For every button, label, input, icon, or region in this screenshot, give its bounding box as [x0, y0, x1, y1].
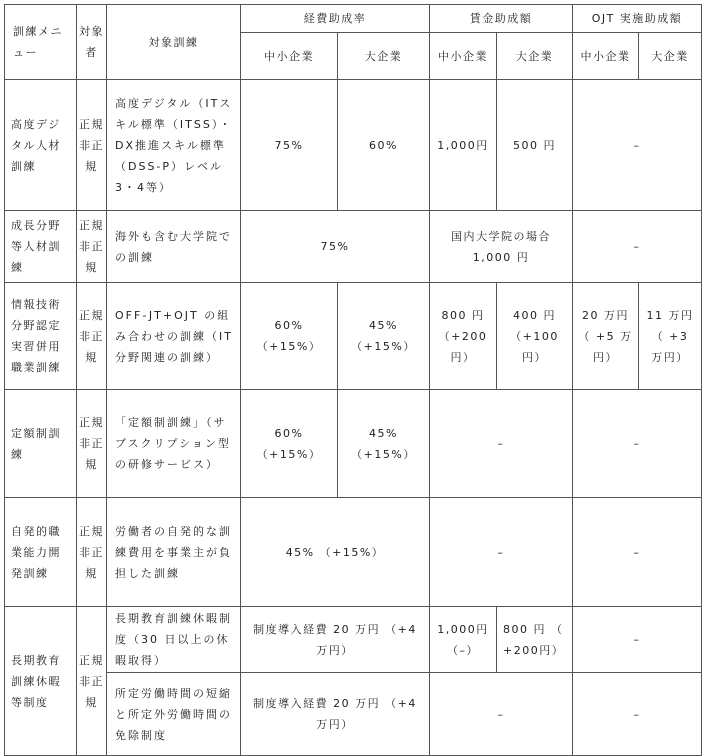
training-cell: 労働者の自発的な訓練費用を事業主が負担した訓練: [107, 498, 241, 607]
expense-large-cell: 45% （+15%）: [338, 390, 430, 498]
wage-sme-cell: 800 円 （+200円）: [430, 283, 497, 390]
wage-large-cell: 800 円 （ +200円）: [497, 607, 573, 673]
wage-cell: –: [430, 673, 573, 756]
table-row: [5, 498, 702, 607]
training-cell: 所定労働時間の短縮と所定外労働時間の免除制度: [107, 673, 241, 756]
header-wage-large: 大企業: [497, 33, 573, 80]
wage-sme-cell: 1,000円 （–）: [430, 607, 497, 673]
ojt-cell: –: [573, 498, 702, 607]
table-row: [5, 283, 702, 390]
training-cell: 「定額制訓練」（サブスクリプション型の研修サービス）: [107, 390, 241, 498]
training-cell: 高度デジタル（ITスキル標準（ITSS）・DX推進スキル標準（DSS-P）レベル3・4等）: [107, 80, 241, 211]
menu-cell: 長期教育訓練休暇等制度: [5, 607, 77, 756]
training-cell: 長期教育訓練休暇制度（30 日以上の休暇取得）: [107, 607, 241, 673]
table-row: [5, 607, 702, 673]
wage-cell: 国内大学院の場合 1,000 円: [430, 211, 573, 283]
expense-cell: 制度導入経費 20 万円 （+4 万円）: [241, 673, 430, 756]
target-cell: 正規非正規: [77, 211, 107, 283]
header-training: 対象訓練: [107, 5, 241, 80]
menu-cell: 成長分野等人材訓練: [5, 211, 77, 283]
ojt-cell: –: [573, 80, 702, 211]
header-expense: 経費助成率: [241, 5, 430, 33]
wage-sme-cell: 1,000円: [430, 80, 497, 211]
expense-cell: 45% （+15%）: [241, 498, 430, 607]
training-cell: 海外も含む大学院での訓練: [107, 211, 241, 283]
wage-cell: –: [430, 498, 573, 607]
expense-sme-cell: 60% （+15%）: [241, 390, 338, 498]
wage-large-cell: 400 円 （+100円）: [497, 283, 573, 390]
ojt-cell: –: [573, 390, 702, 498]
menu-cell: 高度デジタル人材訓練: [5, 80, 77, 211]
expense-cell: 75%: [241, 211, 430, 283]
header-wage: 賃金助成額: [430, 5, 573, 33]
target-cell: 正規非正規: [77, 498, 107, 607]
training-cell: OFF-JT+OJT の組み合わせの訓練（IT分野関連の訓練）: [107, 283, 241, 390]
menu-cell: 情報技術分野認定実習併用職業訓練: [5, 283, 77, 390]
table-row: [5, 390, 702, 498]
wage-large-cell: 500 円: [497, 80, 573, 211]
table-row: [5, 80, 702, 211]
target-cell: 正規非正規: [77, 390, 107, 498]
table-row: [5, 673, 702, 756]
menu-cell: 自発的職業能力開発訓練: [5, 498, 77, 607]
subsidy-table: [4, 4, 702, 756]
header-ojt: OJT 実施助成額: [573, 5, 702, 33]
header-wage-sme: 中小企業: [430, 33, 497, 80]
header-ojt-large: 大企業: [639, 33, 702, 80]
menu-cell: 定額制訓練: [5, 390, 77, 498]
header-menu: 訓練メニュー: [5, 5, 77, 80]
header-expense-sme: 中小企業: [241, 33, 338, 80]
target-cell: 正規非正規: [77, 607, 107, 756]
ojt-cell: –: [573, 211, 702, 283]
table-row: [5, 211, 702, 283]
header-target: 対象者: [77, 5, 107, 80]
ojt-large-cell: 11 万円 （ +3 万円）: [639, 283, 702, 390]
target-cell: 正規非正規: [77, 80, 107, 211]
ojt-cell: –: [573, 673, 702, 756]
expense-large-cell: 60%: [338, 80, 430, 211]
expense-large-cell: 45% （+15%）: [338, 283, 430, 390]
header-ojt-sme: 中小企業: [573, 33, 639, 80]
expense-cell: 制度導入経費 20 万円 （+4 万円）: [241, 607, 430, 673]
ojt-sme-cell: 20 万円 （ +5 万円）: [573, 283, 639, 390]
header-expense-large: 大企業: [338, 33, 430, 80]
wage-cell: –: [430, 390, 573, 498]
expense-sme-cell: 60% （+15%）: [241, 283, 338, 390]
expense-sme-cell: 75%: [241, 80, 338, 211]
ojt-cell: –: [573, 607, 702, 673]
target-cell: 正規非正規: [77, 283, 107, 390]
